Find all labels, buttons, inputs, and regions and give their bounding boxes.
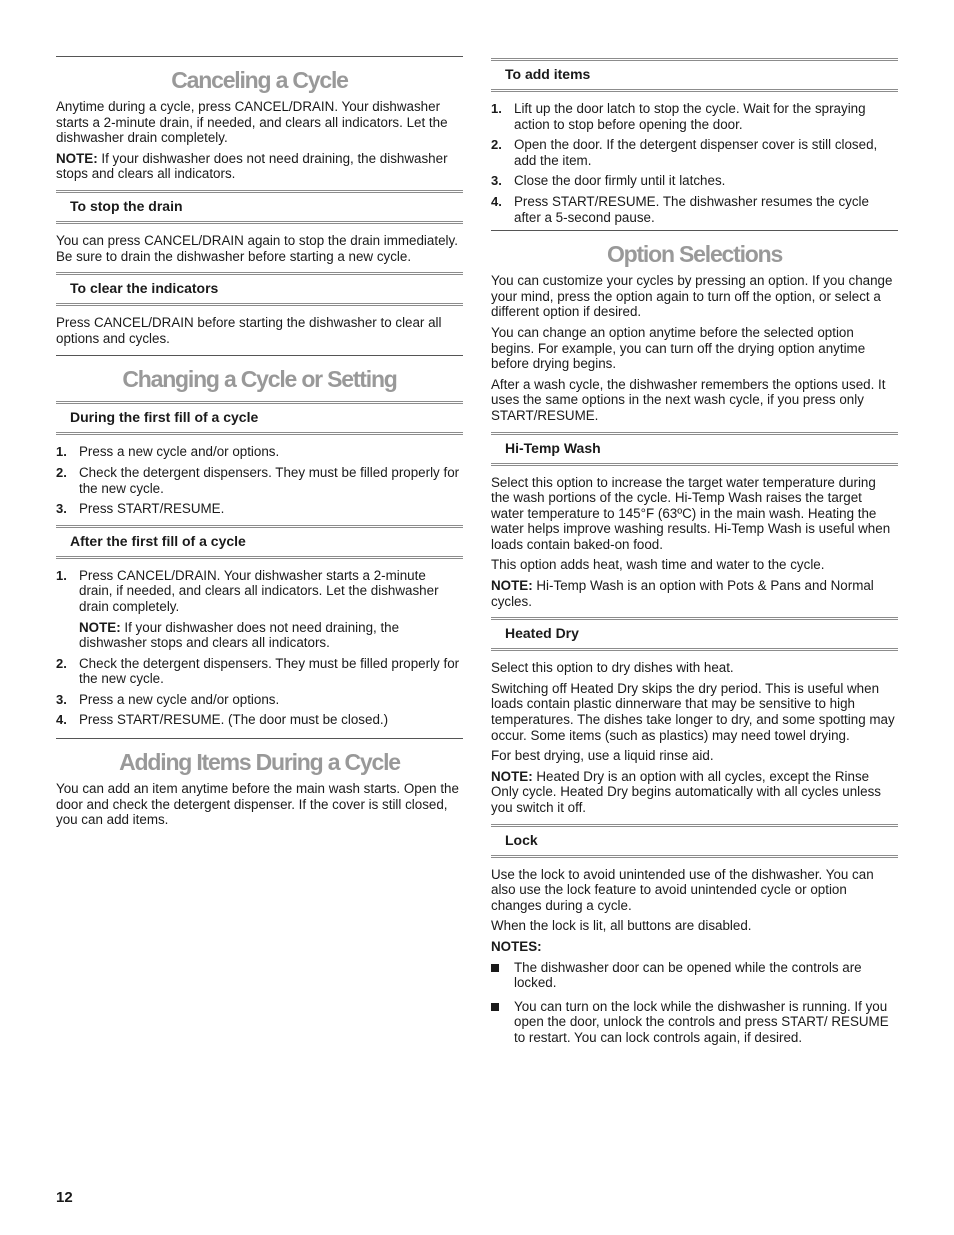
- paragraph: Press CANCEL/DRAIN before starting the dishwasher to clear all options and cycles.: [56, 315, 442, 346]
- paragraph: This option adds heat, wash time and water to the cycle.: [491, 557, 825, 573]
- note-text: Hi-Temp Wash is an option with Pots & Pans and Normal cycles.: [491, 578, 874, 609]
- subheading-after-fill: After the first fill of a cycle: [56, 525, 463, 559]
- heading-changing-cycle: Changing a Cycle or Setting: [56, 355, 463, 393]
- notes-label: [491, 939, 898, 955]
- subheading-heated-dry: Heated Dry: [491, 617, 898, 651]
- step-number: 1.: [56, 567, 67, 583]
- note-paragraph: [491, 769, 898, 816]
- paragraph: You can change an option anytime before the selected option begins. For example, you can turn off the drying option anytime before drying begins.: [491, 324, 866, 372]
- note-label: NOTE:: [491, 578, 533, 594]
- step-number: 3.: [56, 691, 67, 707]
- step-text: Press START/RESUME.: [79, 501, 225, 517]
- subheading-first-fill: During the first fill of a cycle: [56, 401, 463, 435]
- heading-option-selections: Option Selections: [491, 230, 898, 268]
- notes-label-text: NOTES:: [491, 938, 542, 954]
- step-text: Check the detergent dispensers. They must be filled properly for the new cycle.: [79, 655, 460, 687]
- list-item: [491, 101, 898, 132]
- square-bullet-icon: [491, 1003, 499, 1011]
- list-item: [491, 173, 898, 189]
- paragraph: Select this option to increase the target water temperature during the wash portions of the cycle. Hi-Temp Wash raises the target water temperature to 145°F (63ºC) in the main wash. Heating the water helps improve washing results. Hi-Temp Wash is useful when loads contain baked-on food.: [491, 474, 891, 552]
- paragraph: Anytime during a cycle, press CANCEL/DRAIN. Your dishwasher starts a 2-minute drain, if needed, and clears all indicators. Let the dishwasher drain completely.: [56, 99, 448, 146]
- note-label: NOTE:: [79, 619, 121, 635]
- subheading-lock: Lock: [491, 824, 898, 858]
- bullet-text: You can turn on the lock while the dishwasher is running. If you open the door, unlock the controls and press START/ RESUME to restart. You can lock controls again, if desired.: [514, 998, 889, 1045]
- bullet-text: The dishwasher door can be opened while the controls are locked.: [514, 959, 862, 991]
- note-paragraph: [79, 620, 463, 651]
- after-fill-steps: [56, 568, 463, 728]
- step-number: 3.: [56, 501, 67, 517]
- subheading-hi-temp-wash: Hi-Temp Wash: [491, 432, 898, 466]
- step-text: Press CANCEL/DRAIN. Your dishwasher starts a 2-minute drain, if needed, and clears all indicators. Let the dishwasher drain completely.: [79, 567, 439, 614]
- right-column: [491, 58, 898, 1054]
- step-number: 4.: [491, 193, 502, 209]
- paragraph: You can customize your cycles by pressing an option. If you change your mind, press the option again to turn off the option, or select a different option if desired.: [491, 273, 893, 320]
- paragraph: For best drying, use a liquid rinse aid.: [491, 748, 714, 764]
- step-number: 2.: [56, 655, 67, 671]
- first-fill-steps: [56, 444, 463, 516]
- paragraph: You can add an item anytime before the main wash starts. Open the door and check the detergent dispenser. If the cover is still closed, you can add items.: [56, 781, 459, 828]
- step-number: 3.: [491, 173, 502, 189]
- subheading-stop-drain: To stop the drain: [56, 190, 463, 224]
- list-item: [491, 194, 898, 225]
- step-number: 1.: [491, 101, 502, 116]
- step-text: Open the door. If the detergent dispenser cover is still closed, add the item.: [514, 137, 878, 168]
- lock-notes-list: [491, 960, 898, 1046]
- note-paragraph: [56, 151, 463, 182]
- step-text: Check the detergent dispensers. They must be filled properly for the new cycle.: [79, 464, 460, 496]
- left-column: [56, 56, 463, 833]
- step-text: Close the door firmly until it latches.: [514, 173, 726, 189]
- list-item: [56, 656, 463, 687]
- list-item: [56, 465, 463, 496]
- list-item: [56, 568, 463, 651]
- paragraph: Switching off Heated Dry skips the dry period. This is useful when loads contain plastic dinnerware that may be sensitive to high temperatures. The dishes take longer to dry, and some spotting may occur. Some items (such as plastics) may need towel drying.: [491, 680, 895, 743]
- step-number: 2.: [56, 464, 67, 480]
- step-number: 1.: [56, 444, 67, 460]
- add-items-steps: [491, 101, 898, 225]
- paragraph: You can press CANCEL/DRAIN again to stop the drain immediately. Be sure to drain the dishwasher before starting a new cycle.: [56, 232, 458, 264]
- heading-canceling-cycle: Canceling a Cycle: [56, 56, 463, 94]
- step-text: Press START/RESUME. The dishwasher resumes the cycle after a 5-second pause.: [514, 193, 869, 225]
- note-text: If your dishwasher does not need draining, the dishwasher stops and clears all indicators.: [79, 619, 400, 651]
- heading-adding-items: Adding Items During a Cycle: [56, 738, 463, 776]
- subheading-clear-indicators: To clear the indicators: [56, 272, 463, 306]
- paragraph: When the lock is lit, all buttons are disabled.: [491, 918, 752, 934]
- step-text: Lift up the door latch to stop the cycle. Wait for the spraying action to stop before opening the door.: [514, 101, 866, 132]
- paragraph: Select this option to dry dishes with heat.: [491, 660, 734, 676]
- step-text: Press a new cycle and/or options.: [79, 444, 280, 460]
- note-label: NOTE:: [491, 768, 533, 784]
- list-item: [56, 712, 463, 728]
- step-text: Press a new cycle and/or options.: [79, 691, 280, 707]
- note-text: If your dishwasher does not need draining, the dishwasher stops and clears all indicators.: [56, 150, 448, 182]
- list-item: [491, 999, 898, 1046]
- list-item: [56, 692, 463, 708]
- paragraph: After a wash cycle, the dishwasher remembers the options used. It uses the same options in the next wash cycle, if you press only START/RESUME.: [491, 376, 886, 423]
- step-text: Press START/RESUME. (The door must be closed.): [79, 712, 389, 728]
- list-item: [491, 137, 898, 168]
- list-item: [56, 501, 463, 517]
- note-label: NOTE:: [56, 150, 98, 166]
- page-number: 12: [56, 1189, 73, 1206]
- step-number: 4.: [56, 712, 67, 728]
- square-bullet-icon: [491, 964, 499, 972]
- subheading-add-items: To add items: [491, 58, 898, 92]
- paragraph: Use the lock to avoid unintended use of the dishwasher. You can also use the lock feature to avoid unintended cycle or option changes during a cycle.: [491, 866, 874, 913]
- note-paragraph: [491, 578, 898, 609]
- note-text: Heated Dry is an option with all cycles, except the Rinse Only cycle. Heated Dry begins automatically with all cycles unless you switch it off.: [491, 768, 881, 815]
- step-number: 2.: [491, 137, 502, 153]
- list-item: [491, 960, 898, 991]
- list-item: [56, 444, 463, 460]
